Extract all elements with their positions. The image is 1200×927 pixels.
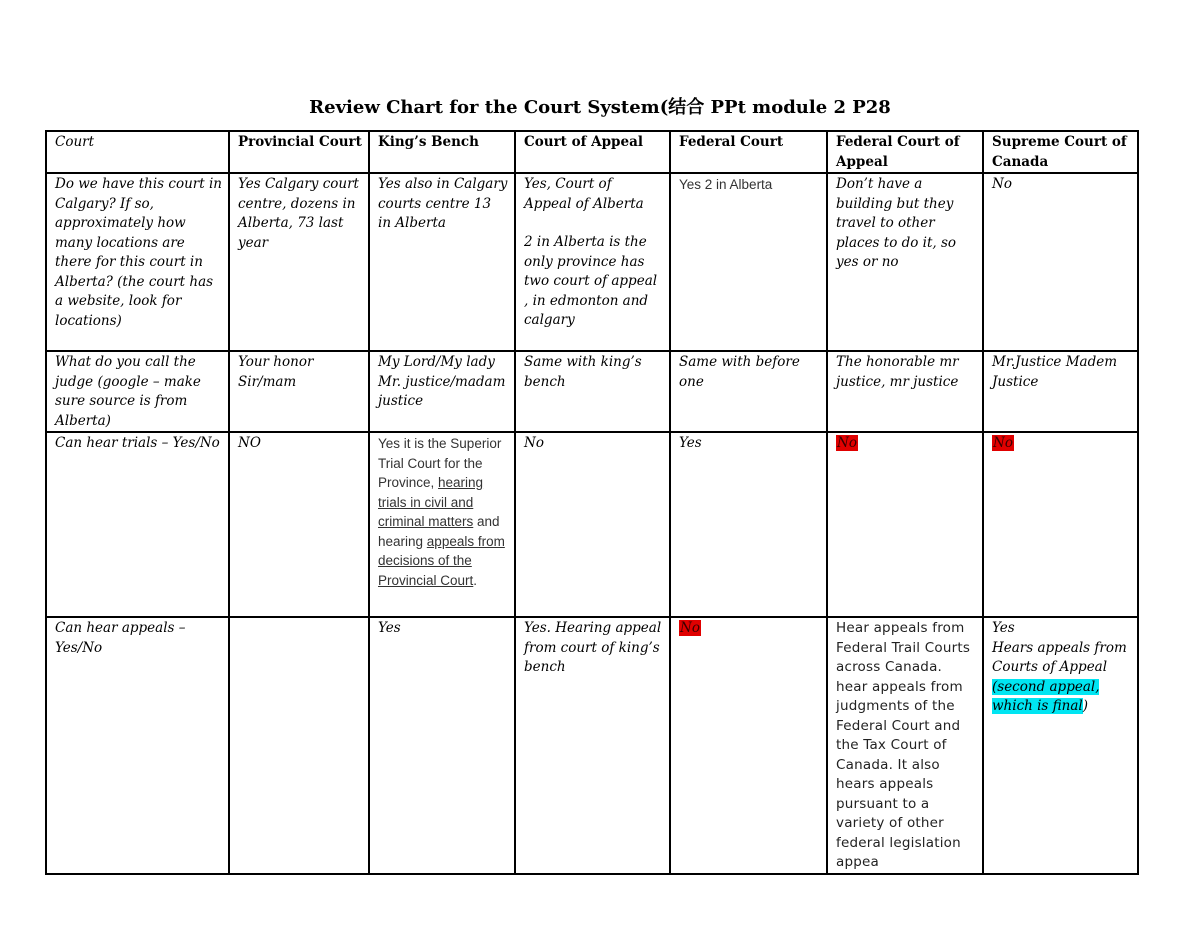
highlighted-no: No	[837, 435, 857, 451]
supreme-cell	[983, 617, 1138, 874]
appeal-text-a: Yes, Court of Appeal of Alberta	[524, 176, 644, 212]
federal-court-cell: Yes 2 in Alberta	[670, 173, 827, 351]
question-cell: What do you call the judge (google – make sure source is from Alberta)	[46, 351, 229, 432]
question-cell: Do we have this court in Calgary? If so, approximately how many locations are there for this court in Alberta? (the court has a website, look for locations)	[46, 173, 229, 351]
court-of-appeal-cell: No	[515, 432, 670, 617]
supreme-cell	[983, 432, 1138, 617]
kings-bench-text-b: and hearing	[378, 514, 500, 549]
header-federal-court: Federal Court	[670, 131, 827, 173]
kings-bench-cell: My Lord/My lady Mr. justice/madam justice	[369, 351, 515, 432]
supreme-cell: Mr.Justice Madem Justice	[983, 351, 1138, 432]
header-kings-bench: King’s Bench	[369, 131, 515, 173]
court-of-appeal-cell: Same with king’s bench	[515, 351, 670, 432]
federal-court-cell: Same with before one	[670, 351, 827, 432]
provincial-cell: Yes Calgary court centre, dozens in Alberta, 73 last year	[229, 173, 369, 351]
federal-appeal-cell: Don’t have a building but they travel to other places to do it, so yes or no	[827, 173, 983, 351]
supreme-cell: No	[983, 173, 1138, 351]
highlighted-no: No	[680, 620, 700, 636]
header-court: Court	[46, 131, 229, 173]
header-supreme-court: Supreme Court of Canada	[983, 131, 1138, 173]
page-title: Review Chart for the Court System(结合 PPt module 2 P28	[309, 97, 891, 118]
kings-bench-link-trials[interactable]: hearing trials in civil and criminal matters	[378, 475, 484, 529]
header-court-of-appeal: Court of Appeal	[515, 131, 670, 173]
table-row	[46, 351, 1138, 432]
header-row	[46, 131, 1138, 173]
federal-appeal-cell: Hear appeals from Federal Trail Courts across Canada. hear appeals from judgments of the Federal Court and the Tax Court of Canada. It also hears appeals pursuant to a variety of other federal legislation appea	[827, 617, 983, 874]
kings-bench-cell: Yes	[369, 617, 515, 874]
kings-bench-text-a: Yes it is the Superior Trial Court for the Province,	[378, 436, 502, 490]
appeal-text-b: 2 in Alberta is the only province has two court of appeal , in edmonton and calgary	[524, 234, 658, 328]
header-provincial-court: Provincial Court	[229, 131, 369, 173]
question-cell: Can hear trials – Yes/No	[46, 432, 229, 617]
federal-court-cell: Yes	[670, 432, 827, 617]
table-row	[46, 432, 1138, 617]
table-row	[46, 173, 1138, 351]
kings-bench-cell	[369, 432, 515, 617]
court-of-appeal-cell: Yes. Hearing appeal from court of king’s bench	[515, 617, 670, 874]
supreme-highlight: (second appeal, which is final	[992, 678, 1100, 714]
supreme-text-hears: Hears appeals from Courts of Appeal	[992, 639, 1127, 675]
federal-appeal-cell	[827, 432, 983, 617]
supreme-text-close: )	[1082, 698, 1088, 714]
kings-bench-text-c: .	[473, 572, 478, 588]
header-federal-court-of-appeal: Federal Court of Appeal	[827, 131, 983, 173]
kings-bench-cell: Yes also in Calgary courts centre 13 in Alberta	[369, 173, 515, 351]
table-row	[46, 617, 1138, 874]
court-review-table	[45, 130, 1139, 875]
federal-appeal-cell: The honorable mr justice, mr justice	[827, 351, 983, 432]
court-of-appeal-cell	[515, 173, 670, 351]
provincial-cell	[229, 617, 369, 874]
provincial-cell: Your honor Sir/mam	[229, 351, 369, 432]
highlighted-no: No	[993, 435, 1013, 451]
provincial-cell: NO	[229, 432, 369, 617]
supreme-text-yes: Yes	[992, 620, 1015, 636]
question-cell: Can hear appeals – Yes/No	[46, 617, 229, 874]
federal-court-cell	[670, 617, 827, 874]
kings-bench-link-appeals[interactable]: appeals from decisions of the Provincial Court	[378, 533, 505, 588]
